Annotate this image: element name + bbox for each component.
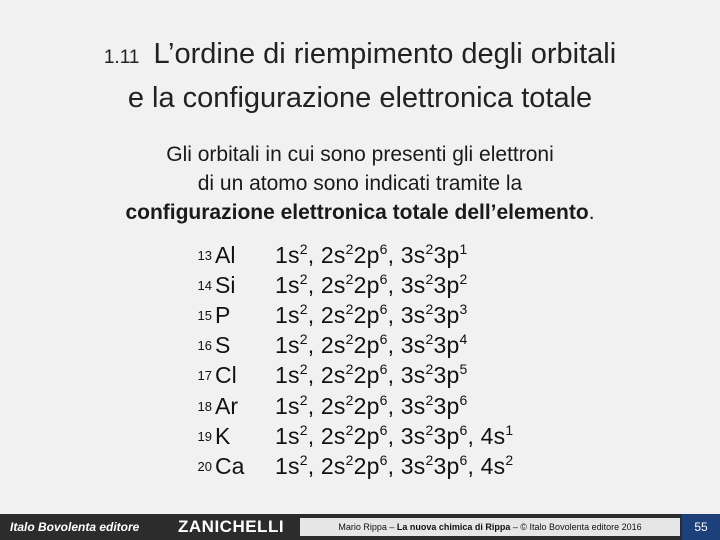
electron-count: 2 <box>425 300 434 317</box>
orbital-label: 3s <box>400 362 426 389</box>
element-symbol: Cl <box>215 362 237 389</box>
electron-count: 6 <box>379 391 388 408</box>
title-text-1: L’ordine di riempimento degli orbitali <box>153 38 617 70</box>
electron-count: 1 <box>505 421 514 438</box>
title-line-1 <box>0 34 720 78</box>
title-line-2: e la configurazione elettronica totale <box>127 82 593 114</box>
orbital-label: 2p <box>353 332 380 359</box>
footer-credits <box>300 518 680 536</box>
electron-count: 6 <box>459 391 468 408</box>
electron-count: 2 <box>299 331 308 348</box>
atomic-number: 13 <box>197 247 212 263</box>
orbital-label: 1s <box>275 271 300 298</box>
electron-count: 2 <box>345 391 354 408</box>
electron-count: 2 <box>425 240 434 257</box>
electron-count: 6 <box>379 240 388 257</box>
orbital-label: 1s <box>275 422 300 449</box>
electron-count: 2 <box>299 300 308 317</box>
orbital-label: 2p <box>353 422 380 449</box>
orbital-label: 1s <box>275 241 300 268</box>
term-separator: , <box>387 422 395 449</box>
element-row <box>190 421 513 451</box>
term-separator: , <box>387 392 395 419</box>
electron-count: 2 <box>299 451 308 468</box>
atomic-number: 19 <box>197 428 212 444</box>
electron-count: 2 <box>459 270 468 287</box>
electron-count: 6 <box>459 451 468 468</box>
orbital-label: 3p <box>433 452 460 479</box>
electron-configuration <box>275 451 513 481</box>
orbital-label: 3s <box>400 271 426 298</box>
electron-configuration <box>275 331 513 361</box>
configuration-table <box>190 240 513 482</box>
term-separator: , <box>307 332 315 359</box>
term-separator: , <box>307 362 315 389</box>
electron-count: 2 <box>345 451 354 468</box>
term-separator: , <box>307 301 315 328</box>
electron-count: 6 <box>459 421 468 438</box>
publisher-logo: Italo Bovolenta editore <box>10 520 140 534</box>
electron-count: 2 <box>345 270 354 287</box>
orbital-label: 3s <box>400 332 426 359</box>
orbital-label: 2s <box>320 452 346 479</box>
orbital-label: 3p <box>433 301 460 328</box>
term-separator: , <box>307 271 315 298</box>
intro-line-3 <box>40 198 680 227</box>
term-separator: , <box>387 452 395 479</box>
element-symbol: S <box>215 332 231 359</box>
electron-count: 2 <box>299 270 308 287</box>
electron-count: 2 <box>425 331 434 348</box>
term-separator: , <box>387 362 395 389</box>
element-row <box>190 361 513 391</box>
intro-period: . <box>588 201 595 224</box>
section-number: 1.11 <box>103 47 140 68</box>
configuration-rows <box>190 240 513 482</box>
intro-paragraph <box>40 140 680 227</box>
electron-count: 2 <box>345 361 354 378</box>
atomic-number: 18 <box>197 398 212 414</box>
orbital-label: 2s <box>320 332 346 359</box>
electron-count: 2 <box>299 240 308 257</box>
brand-logo: ZANICHELLI <box>178 517 285 536</box>
orbital-label: 3s <box>400 422 426 449</box>
electron-count: 3 <box>459 300 468 317</box>
electron-count: 1 <box>459 240 468 257</box>
slide-title <box>0 34 720 118</box>
electron-configuration <box>275 270 513 300</box>
element-symbol: Ca <box>215 452 245 479</box>
intro-line-2: di un atomo sono indicati tramite la <box>197 172 523 195</box>
orbital-label: 2p <box>353 241 380 268</box>
electron-count: 2 <box>299 361 308 378</box>
orbital-label: 2p <box>353 452 380 479</box>
electron-count: 6 <box>379 421 388 438</box>
orbital-label: 2s <box>320 362 346 389</box>
atomic-number: 16 <box>197 338 212 354</box>
electron-count: 2 <box>505 451 514 468</box>
orbital-label: 2s <box>320 271 346 298</box>
term-separator: , <box>467 422 475 449</box>
orbital-label: 1s <box>275 332 300 359</box>
credits-book: La nuova chimica di Rippa <box>396 522 511 532</box>
electron-configuration <box>275 300 513 330</box>
electron-count: 2 <box>425 451 434 468</box>
credits-rest: – © Italo Bovolenta editore 2016 <box>510 522 642 532</box>
orbital-label: 1s <box>275 301 300 328</box>
electron-count: 6 <box>379 361 388 378</box>
orbital-label: 2p <box>353 392 380 419</box>
orbital-label: 2s <box>320 301 346 328</box>
electron-count: 2 <box>299 391 308 408</box>
orbital-label: 3p <box>433 332 460 359</box>
orbital-label: 2s <box>320 241 346 268</box>
atomic-number: 20 <box>197 458 212 474</box>
term-separator: , <box>387 301 395 328</box>
orbital-label: 3s <box>400 241 426 268</box>
element-row <box>190 300 513 330</box>
orbital-label: 3s <box>400 301 426 328</box>
electron-count: 6 <box>379 451 388 468</box>
electron-count: 5 <box>459 361 468 378</box>
orbital-label: 3p <box>433 392 460 419</box>
orbital-label: 3s <box>400 392 426 419</box>
element-row <box>190 240 513 270</box>
electron-count: 6 <box>379 300 388 317</box>
term-separator: , <box>387 332 395 359</box>
term-separator: , <box>307 392 315 419</box>
orbital-label: 3p <box>433 362 460 389</box>
electron-count: 2 <box>345 421 354 438</box>
electron-count: 2 <box>345 240 354 257</box>
electron-count: 2 <box>299 421 308 438</box>
element-row <box>190 451 513 481</box>
orbital-label: 1s <box>275 392 300 419</box>
term-separator: , <box>467 452 475 479</box>
term-separator: , <box>387 271 395 298</box>
electron-count: 6 <box>379 270 388 287</box>
electron-count: 2 <box>425 361 434 378</box>
term-separator: , <box>307 241 315 268</box>
term-separator: , <box>387 241 395 268</box>
electron-count: 2 <box>425 270 434 287</box>
credits-author: Mario Rippa – <box>338 522 397 532</box>
orbital-label: 3p <box>433 241 460 268</box>
orbital-label: 4s <box>480 422 506 449</box>
element-symbol: Al <box>215 241 236 268</box>
term-separator: , <box>307 452 315 479</box>
orbital-label: 3p <box>433 271 460 298</box>
element-row <box>190 270 513 300</box>
element-symbol: K <box>215 422 231 449</box>
orbital-label: 1s <box>275 452 300 479</box>
atomic-number: 14 <box>197 277 212 293</box>
electron-configuration <box>275 240 513 270</box>
orbital-label: 3p <box>433 422 460 449</box>
element-symbol: P <box>215 301 231 328</box>
orbital-label: 2s <box>320 392 346 419</box>
page-number: 55 <box>682 514 720 540</box>
footer-bar <box>0 514 720 540</box>
electron-configuration <box>275 361 513 391</box>
element-row <box>190 391 513 421</box>
orbital-label: 2s <box>320 422 346 449</box>
orbital-label: 1s <box>275 362 300 389</box>
intro-bold-term: configurazione elettronica totale dell’elemento <box>125 201 589 224</box>
atomic-number: 15 <box>197 307 212 323</box>
orbital-label: 2p <box>353 362 380 389</box>
intro-line-1: Gli orbitali in cui sono presenti gli elettroni <box>166 143 554 166</box>
electron-configuration <box>275 391 513 421</box>
electron-count: 2 <box>345 300 354 317</box>
electron-count: 2 <box>425 421 434 438</box>
electron-count: 6 <box>379 331 388 348</box>
orbital-label: 3s <box>400 452 426 479</box>
term-separator: , <box>307 422 315 449</box>
electron-count: 4 <box>459 331 468 348</box>
element-row <box>190 331 513 361</box>
element-symbol: Si <box>215 271 236 298</box>
orbital-label: 4s <box>480 452 506 479</box>
atomic-number: 17 <box>197 368 212 384</box>
electron-count: 2 <box>425 391 434 408</box>
electron-configuration <box>275 421 513 451</box>
orbital-label: 2p <box>353 271 380 298</box>
orbital-label: 2p <box>353 301 380 328</box>
element-symbol: Ar <box>215 392 238 419</box>
electron-count: 2 <box>345 331 354 348</box>
